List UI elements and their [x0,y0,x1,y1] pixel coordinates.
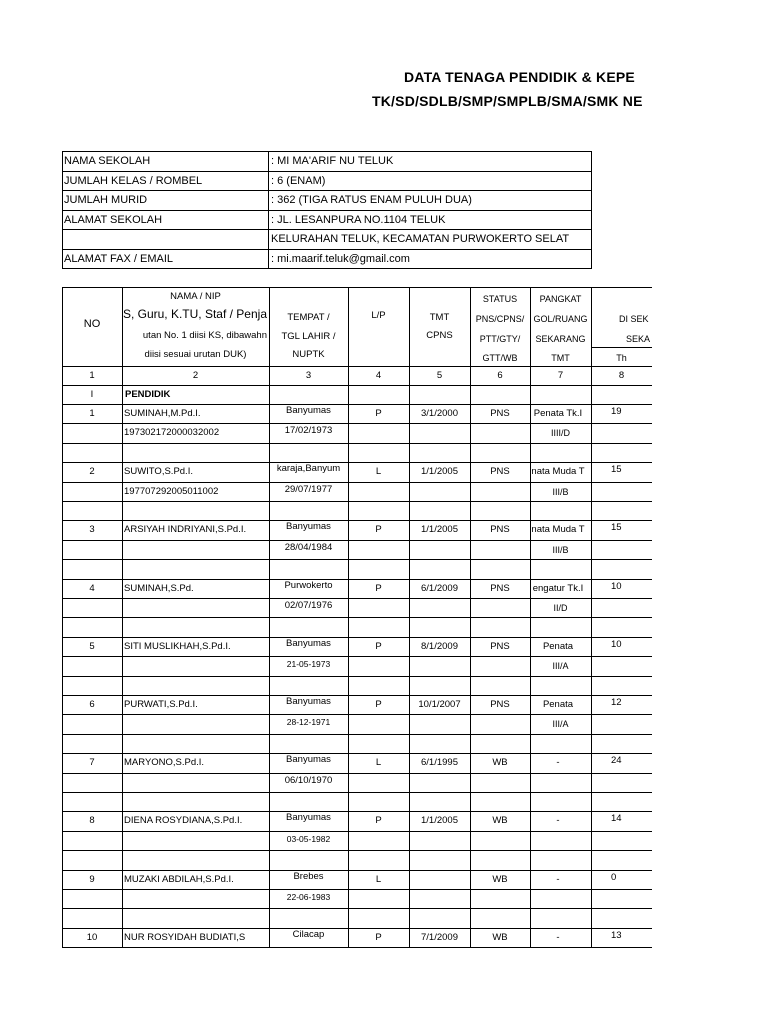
grid-line [62,501,652,502]
grid-line [62,482,652,483]
row-number: 4 [89,583,95,594]
employment-status: PNS [490,641,510,652]
tmt-cpns: 1/1/2005 [421,815,458,826]
header-cpns: CPNS [426,330,453,341]
gender: L [375,757,382,768]
birth-date: 02/07/1976 [284,600,333,611]
header-nuptk: NUPTK [292,349,325,360]
grid-line [62,695,652,696]
teacher-nip [124,660,268,672]
birth-place: Banyumas [286,638,331,649]
row-number: 6 [89,699,95,710]
tmt-cpns: 6/1/1995 [421,757,458,768]
tmt-cpns: 6/1/2009 [421,583,458,594]
grade [530,951,591,963]
header-sekarang: SEKARANG [535,334,586,344]
teacher-nip [124,602,268,614]
row-number: 10 [86,932,98,943]
row-number: 1 [89,408,95,419]
grid-line [62,734,652,735]
document-title-line1: DATA TENAGA PENDIDIK & KEPE [404,69,635,85]
grid-line [62,385,652,386]
birth-place: Purwokerto [284,580,333,591]
row-number: 9 [89,874,95,885]
teacher-nip [124,835,268,847]
employment-status: PNS [490,699,510,710]
header-th: Th [616,353,627,363]
column-number: 7 [557,370,564,381]
birth-date: 29/07/1977 [284,484,333,495]
birth-date [269,949,348,961]
row-number: 7 [89,757,95,768]
grid-line [62,889,652,890]
grade: IIII/D [550,428,570,438]
grade [530,777,591,789]
birth-date: 06/10/1970 [284,775,333,786]
employment-status: WB [492,757,508,768]
grid-line [62,850,652,851]
employment-status: WB [492,815,508,826]
years-at-school: 14 [611,813,622,824]
header-pangkat-tmt: TMT [551,353,570,363]
gender: P [375,815,382,826]
employment-status: PNS [490,466,510,477]
rank: engatur Tk.I [532,583,584,594]
header-tgl-lahir: TGL LAHIR / [281,331,336,342]
grade [530,835,591,847]
school-info-label: JUMLAH MURID [64,194,148,206]
section-number: I [90,389,94,400]
grid-line [62,617,652,618]
grid-line [62,676,652,677]
teacher-name: SITI MUSLIKHAH,S.Pd.I. [124,641,231,652]
years-at-school: 0 [611,872,617,883]
teacher-name: SUMINAH,M.Pd.I. [124,408,201,419]
grid-line [591,287,592,947]
employment-status: PNS [490,583,510,594]
birth-place: Banyumas [286,812,331,823]
grade: III/A [552,661,569,671]
school-info-label: ALAMAT FAX / EMAIL [64,253,174,265]
teacher-nip: 197302172000032002 [124,427,220,438]
rank: Penata [542,641,574,652]
header-status-4: GTT/WB [482,353,518,363]
grid-line [62,366,652,367]
header-lp: L/P [371,310,386,321]
school-info-label: JUMLAH KELAS / ROMBEL [64,175,203,187]
header-status-2: PNS/CPNS/ [475,314,525,324]
tmt-cpns: 8/1/2009 [421,641,458,652]
grid-line [62,928,652,929]
employment-status: PNS [490,524,510,535]
school-info-label: NAMA SEKOLAH [64,155,151,167]
header-nama: NAMA / NIP [170,291,221,302]
birth-place: Banyumas [286,405,331,416]
grid-line [591,347,652,348]
grid-line [62,656,652,657]
grid-line [62,908,652,909]
grid-line [62,714,652,715]
teacher-name: ARSIYAH INDRIYANI,S.Pd.I. [124,524,247,535]
grade: II/D [553,603,568,613]
birth-date: 22-06-1983 [286,892,331,902]
birth-date: 21-05-1973 [286,659,331,669]
years-at-school: 12 [611,697,622,708]
tmt-cpns: 7/1/2009 [421,932,458,943]
grid-line [62,287,63,947]
grade: III/A [552,719,569,729]
gender: L [375,466,382,477]
employment-status: PNS [490,408,510,419]
gender: P [375,699,382,710]
row-number: 3 [89,524,95,535]
teacher-nip [124,893,268,905]
header-nama-sub: S, Guru, K.TU, Staf / Penja [122,308,267,321]
gender: P [375,524,382,535]
years-at-school: 10 [611,581,622,592]
grid-line [62,831,652,832]
gender: P [375,583,382,594]
header-di-sekolah: DI SEK [619,314,649,324]
years-at-school: 24 [611,755,622,766]
header-pangkat: PANGKAT [539,294,582,304]
column-number: 4 [375,370,382,381]
tmt-cpns: 1/1/2005 [421,466,458,477]
teacher-nip [124,544,268,556]
rank: - [556,932,560,943]
grid-line [62,947,652,948]
grid-line [62,792,652,793]
birth-date: 03-05-1982 [286,834,331,844]
column-number: 6 [497,370,503,381]
grid-line [409,287,410,947]
teacher-name: MUZAKI ABDILAH,S.Pd.I. [124,874,234,885]
header-status: STATUS [482,294,518,304]
teacher-nip: 197707292005011002 [124,486,219,497]
school-info-value: : JL. LESANPURA NO.1104 TELUK [271,214,446,226]
school-info-value: : mi.maarif.teluk@gmail.com [271,253,410,265]
tmt-cpns [409,874,470,886]
grid-line [62,559,652,560]
birth-place: Banyumas [286,696,331,707]
grid-line [62,287,652,288]
grade: III/B [552,487,569,497]
column-number: 3 [305,370,312,381]
document-title-line2: TK/SD/SDLB/SMP/SMPLB/SMA/SMK NE [372,93,643,109]
grid-line [62,753,652,754]
tmt-cpns: 10/1/2007 [418,699,461,710]
section-label: PENDIDIK [125,389,171,400]
rank: - [556,874,560,885]
column-number: 8 [618,370,625,381]
grid-line [470,287,471,947]
gender: P [375,641,382,652]
header-nama-note2: diisi sesuai urutan DUK) [144,349,247,360]
birth-date: 28-12-1971 [286,717,331,727]
school-info-value: : 362 (TIGA RATUS ENAM PULUH DUA) [271,194,472,206]
rank: Penata [542,699,574,710]
years-at-school: 13 [611,930,622,941]
rank: nata Muda T [531,466,585,477]
birth-place: karaja,Banyum [276,463,341,474]
header-status-3: PTT/GTY/ [479,334,521,344]
grid-line [269,287,270,947]
gender: P [375,408,382,419]
rank: - [556,815,560,826]
grid-line [62,443,652,444]
grid-line [62,773,652,774]
employment-status: WB [492,932,508,943]
grid-line [530,287,531,947]
tmt-cpns: 3/1/2000 [421,408,458,419]
teacher-nip [124,777,268,789]
grid-line [62,870,652,871]
column-number: 1 [89,370,95,381]
years-at-school: 10 [611,639,622,650]
header-gol-ruang: GOL/RUANG [533,314,588,324]
gender: P [375,932,382,943]
grid-line [62,598,652,599]
teacher-name: PURWATI,S.Pd.I. [124,699,198,710]
teacher-name: MARYONO,S.Pd.I. [124,757,205,768]
row-number: 5 [89,641,95,652]
column-number: 5 [436,370,443,381]
grid-line [348,287,349,947]
school-info-value: : MI MA'ARIF NU TELUK [271,155,394,167]
column-number: 2 [192,370,199,381]
years-at-school: 19 [611,406,622,417]
birth-place: Banyumas [286,754,331,765]
birth-place: Banyumas [286,521,331,532]
grid-line [62,811,652,812]
rank: nata Muda T [531,524,585,535]
rank: Penata Tk.I [533,408,583,419]
grade [530,893,591,905]
row-number: 8 [89,815,95,826]
header-tmt: TMT [429,312,450,323]
teacher-nip [124,951,268,963]
gender: L [375,874,382,885]
school-info-value: KELURAHAN TELUK, KECAMATAN PURWOKERTO SELAT [271,233,570,245]
header-nama-note: utan No. 1 diisi KS, dibawahn [142,330,267,341]
school-info-value: : 6 (ENAM) [271,175,326,187]
grid-line [62,404,652,405]
teacher-name: DIENA ROSYDIANA,S.Pd.I. [124,815,243,826]
years-at-school: 15 [611,464,622,475]
grid-line [62,540,652,541]
grid-line [122,287,123,947]
grid-line [62,462,652,463]
teacher-name: NUR ROSYIDAH BUDIATI,S [124,932,246,943]
grid-line [62,520,652,521]
employment-status: WB [492,874,508,885]
header-no: NO [83,318,101,330]
birth-date: 28/04/1984 [284,542,333,553]
grade: III/B [552,545,569,555]
grid-line [62,579,652,580]
teacher-name: SUMINAH,S.Pd. [124,583,194,594]
grid-line [62,423,652,424]
rank: - [556,757,560,768]
row-number: 2 [89,466,95,477]
header-tempat: TEMPAT / [287,312,330,323]
school-info-label: ALAMAT SEKOLAH [64,214,163,226]
birth-place: Cilacap [292,929,325,940]
header-sekarang-2: SEKA [626,334,651,344]
grid-line [62,637,652,638]
birth-place: Brebes [293,871,324,882]
birth-date: 17/02/1973 [284,425,333,436]
years-at-school: 15 [611,522,622,533]
teacher-name: SUWITO,S.Pd.I. [124,466,193,477]
teacher-nip [124,718,268,730]
tmt-cpns: 1/1/2005 [421,524,458,535]
